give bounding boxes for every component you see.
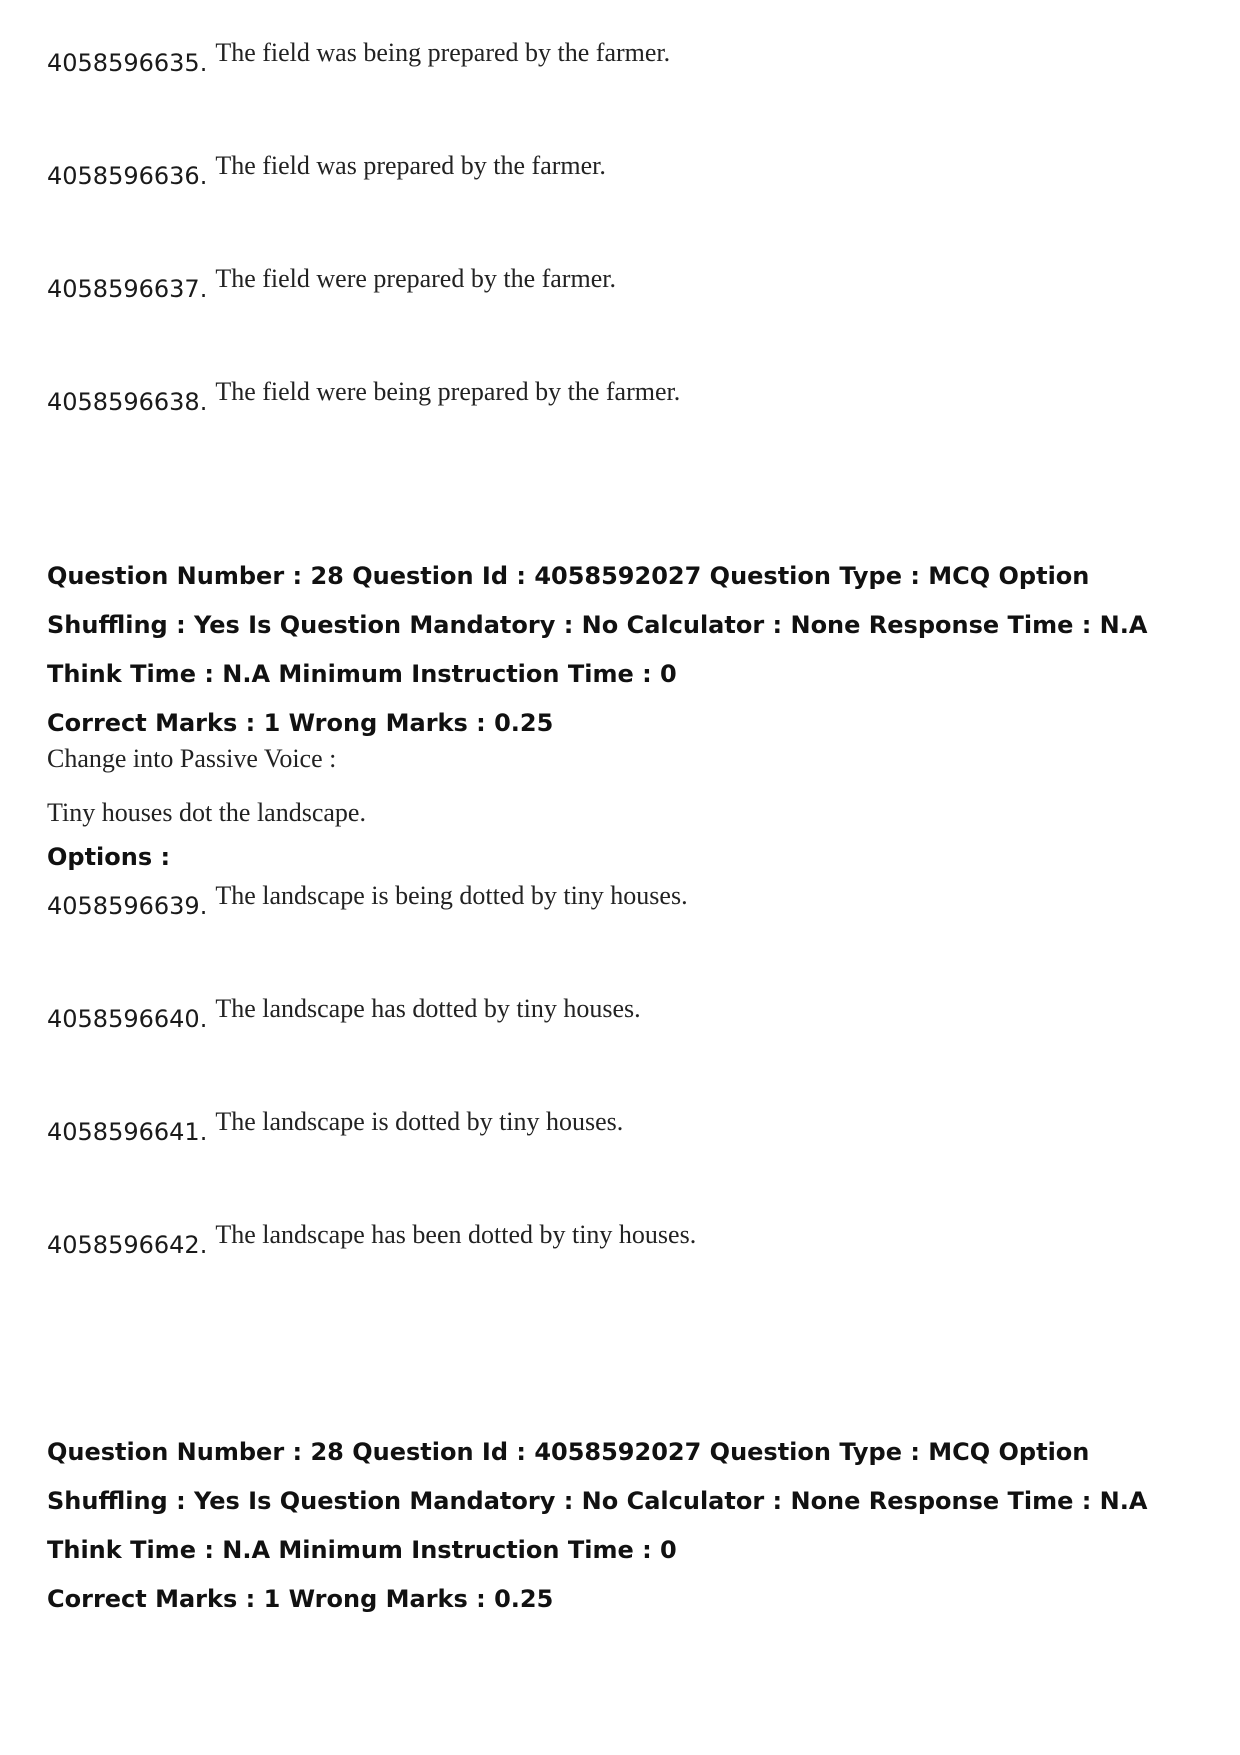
question-marks: Correct Marks : 1 Wrong Marks : 0.25	[47, 709, 554, 737]
question-block	[47, 552, 1207, 1335]
option-row	[47, 266, 680, 379]
question-meta: Question Number : 28 Question Id : 4058592027 Question Type : MCQ Option Shuffling : Yes Is Question Mandatory : No Calculator : None Response Time : N.A Think Time : N.A Minimum Instruction Time : 0	[47, 562, 1148, 688]
option-row	[47, 153, 680, 266]
option-row	[47, 1222, 1207, 1335]
option-id: 4058596636.	[47, 162, 208, 190]
option-row	[47, 1109, 1207, 1222]
option-text: The landscape is being dotted by tiny houses.	[215, 881, 688, 910]
option-text: The field was prepared by the farmer.	[215, 151, 606, 180]
question-meta: Question Number : 28 Question Id : 4058592027 Question Type : MCQ Option Shuffling : Yes Is Question Mandatory : No Calculator : None Response Time : N.A Think Time : N.A Minimum Instruction Time : 0	[47, 1438, 1148, 1564]
option-text: The landscape has dotted by tiny houses.	[215, 994, 641, 1023]
option-id: 4058596635.	[47, 49, 208, 77]
options-list	[47, 883, 1207, 1335]
option-row	[47, 40, 680, 153]
option-text: The landscape has been dotted by tiny houses.	[215, 1220, 697, 1249]
question-prompt-line2: Tiny houses dot the landscape.	[47, 798, 366, 827]
option-id: 4058596639.	[47, 892, 208, 920]
option-id: 4058596638.	[47, 388, 208, 416]
question-marks: Correct Marks : 1 Wrong Marks : 0.25	[47, 1585, 554, 1613]
option-id: 4058596642.	[47, 1231, 208, 1259]
option-id: 4058596637.	[47, 275, 208, 303]
option-text: The landscape is dotted by tiny houses.	[215, 1107, 624, 1136]
option-text: The field were being prepared by the farmer.	[215, 377, 681, 406]
option-row	[47, 379, 680, 492]
option-text: The field were prepared by the farmer.	[215, 264, 616, 293]
question-prompt-line1: Change into Passive Voice :	[47, 744, 337, 773]
options-label: Options :	[47, 843, 171, 871]
option-id: 4058596640.	[47, 1005, 208, 1033]
question-block	[47, 1428, 1207, 1617]
option-row	[47, 883, 1207, 996]
prev-options-list	[47, 40, 680, 492]
option-text: The field was being prepared by the farmer.	[215, 38, 671, 67]
option-id: 4058596641.	[47, 1118, 208, 1146]
option-row	[47, 996, 1207, 1109]
